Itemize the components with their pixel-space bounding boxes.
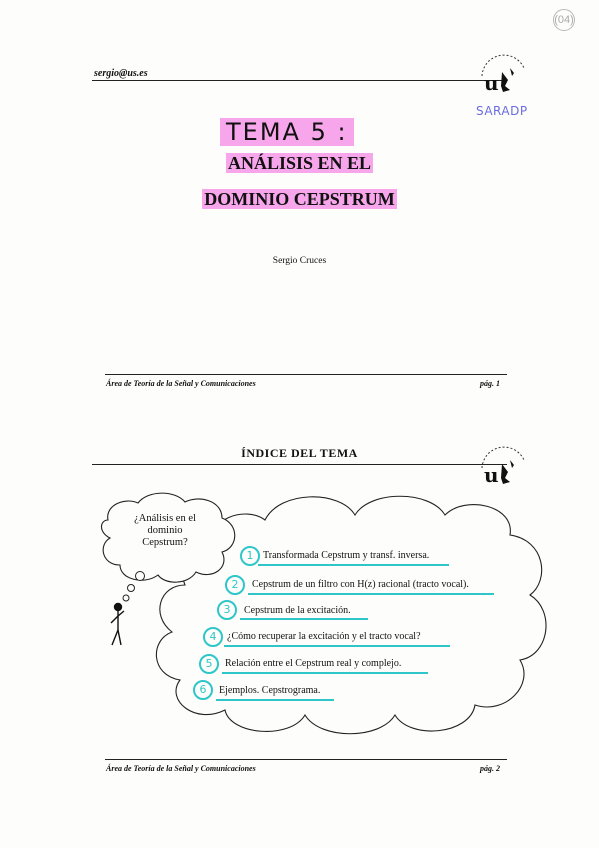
tema-text: TEMA 5 :: [220, 118, 354, 146]
footer-left-2: Área de Teoría de la Señal y Comunicaciones: [106, 764, 256, 773]
item-underline-4: [224, 645, 450, 647]
item-number-3: 3: [217, 600, 237, 620]
author-name: Sergio Cruces: [272, 256, 327, 266]
handwritten-stamp: SARADP: [476, 104, 528, 118]
index-item-5: Relación entre el Cepstrum real y complejo.: [225, 658, 402, 669]
item-underline-2: [248, 593, 494, 595]
svg-text:u: u: [484, 463, 499, 487]
item-underline-1: [258, 564, 449, 566]
footer-rule-2: [105, 759, 507, 760]
thought-text: [115, 513, 215, 549]
thought-bubble-3: [123, 595, 129, 601]
title-line-1-text: ANÁLISIS EN EL: [227, 153, 372, 173]
thought-line-3: Cepstrum?: [142, 537, 188, 549]
page-corner-mark: (04): [553, 9, 575, 31]
footer-page-2: pág. 2: [480, 764, 500, 773]
item-number-4: 4: [203, 627, 223, 647]
thought-bubble-1: [136, 572, 145, 581]
index-item-1: Transformada Cepstrum y transf. inversa.: [263, 550, 430, 561]
thought-bubble-2: [128, 585, 135, 592]
item-number-5: 5: [199, 654, 219, 674]
item-number-6: 6: [193, 680, 213, 700]
footer-page-1: pág. 1: [480, 379, 500, 388]
index-item-3: Cepstrum de la excitación.: [244, 605, 351, 616]
svg-text:u: u: [484, 71, 499, 95]
item-underline-3: [240, 618, 368, 620]
index-item-4: ¿Cómo recuperar la excitación y el tracto vocal?: [227, 631, 421, 642]
item-number-2: 2: [225, 575, 245, 595]
index-title: ÍNDICE DEL TEMA: [241, 446, 358, 460]
footer-left-1: Área de Teoría de la Señal y Comunicaciones: [106, 379, 256, 388]
item-number-1: 1: [240, 546, 260, 566]
thought-line-1: ¿Análisis en el: [134, 513, 196, 524]
title-line-2-text: DOMINIO CEPSTRUM: [204, 189, 395, 209]
thought-line-2: dominio: [147, 525, 183, 537]
item-underline-6: [216, 699, 334, 701]
index-item-2: Cepstrum de un filtro con H(z) racional (tracto vocal).: [252, 579, 469, 590]
thinking-figure: [111, 604, 124, 646]
index-item-6: Ejemplos. Cepstrograma.: [219, 685, 321, 696]
item-underline-5: [222, 672, 428, 674]
author-email: sergio@us.es: [94, 68, 148, 79]
